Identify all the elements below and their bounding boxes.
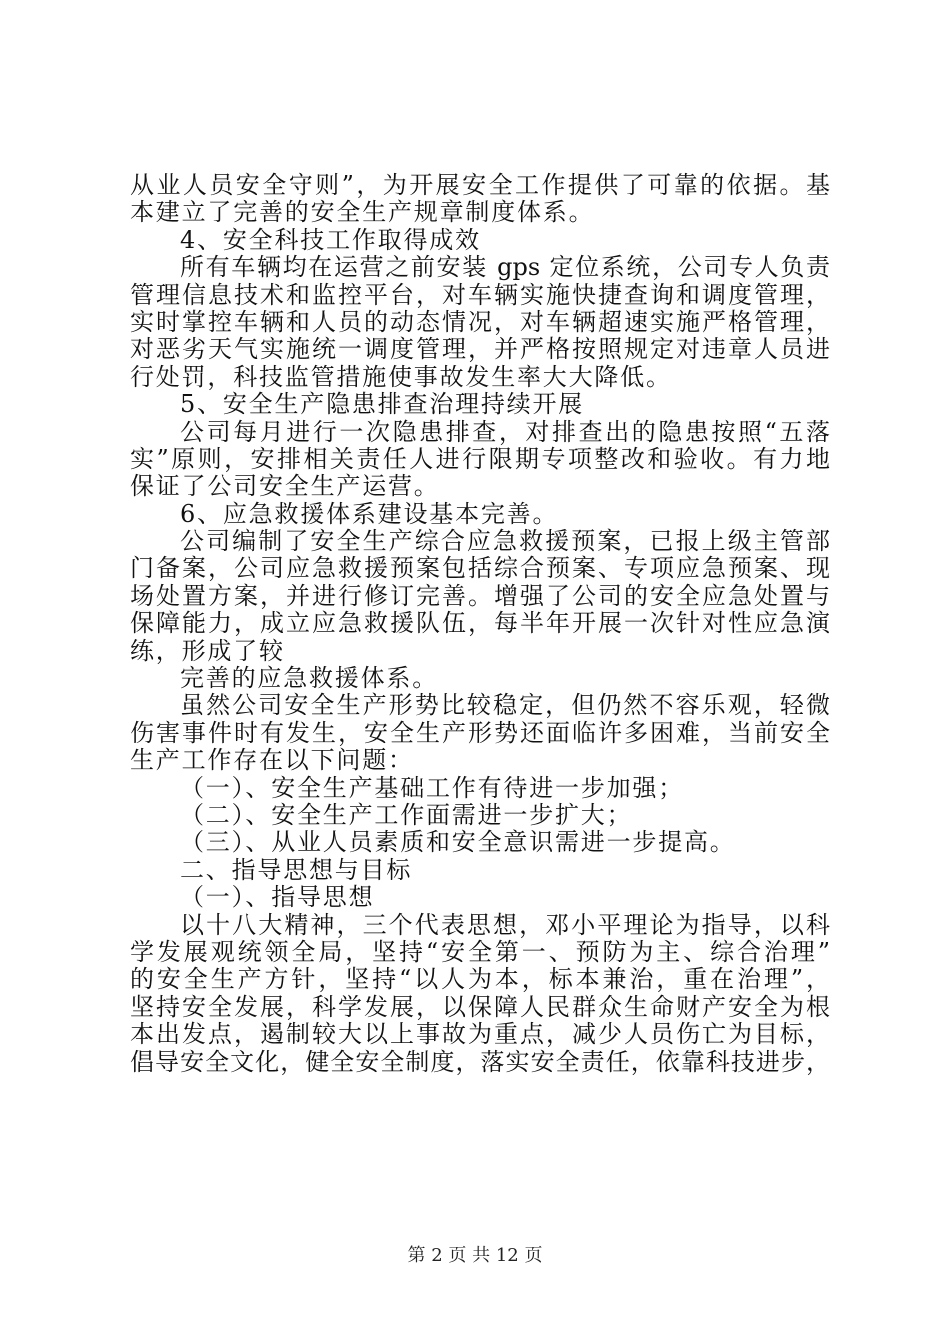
text-line: 伤害事件时有发生，安全生产形势还面临许多困难，当前安全 [130, 718, 830, 747]
text-line: 场处置方案，并进行修订完善。增强了公司的安全应急处置与 [130, 581, 830, 610]
text-line: 实时掌控车辆和人员的动态情况，对车辆超速实施严格管理， [130, 307, 830, 336]
text-line: 练，形成了较 [130, 636, 285, 665]
text-line: 从业人员安全守则”，为开展安全工作提供了可靠的依据。基 [130, 171, 830, 199]
section-heading: （一）、指导思想 [180, 883, 375, 912]
section-heading: 二、指导思想与目标 [180, 855, 413, 884]
list-item: （三）、从业人员素质和安全意识需进一步提高。 [180, 828, 736, 857]
text-line: 完善的应急救援体系。 [180, 664, 438, 693]
text-line: 坚持安全发展，科学发展，以保障人民群众生命财产安全为根 [130, 992, 830, 1021]
text-line: 虽然公司安全生产形势比较稳定，但仍然不容乐观，轻微 [180, 691, 830, 720]
text-line: 的安全生产方针，坚持“以人为本，标本兼治，重在治理”， [130, 965, 830, 994]
text-line: 管理信息技术和监控平台，对车辆实施快捷查询和调度管理， [130, 280, 830, 309]
text-line: 生产工作存在以下问题： [130, 746, 414, 775]
section-heading: 5、安全生产隐患排查治理持续开展 [180, 390, 585, 419]
section-heading: 4、安全科技工作取得成效 [180, 225, 481, 254]
text-line: 公司编制了安全生产综合应急救援预案，已报上级主管部 [180, 527, 830, 556]
document-body [130, 172, 830, 1076]
text-line: 所有车辆均在运营之前安装 gps 定位系统，公司专人负责 [180, 253, 830, 282]
text-line: 对恶劣天气实施统一调度管理，并严格按照规定对违章人员进 [130, 335, 830, 364]
text-line: 行处罚，科技监管措施使事故发生率大大降低。 [130, 362, 672, 391]
section-heading: 6、应急救援体系建设基本完善。 [180, 499, 559, 528]
text-line: 保证了公司安全生产运营。 [130, 472, 440, 501]
text-line: 以十八大精神，三个代表思想，邓小平理论为指导，以科 [180, 910, 830, 939]
text-line: 学发展观统领全局，坚持“安全第一、预防为主、综合治理” [130, 937, 830, 966]
page-number-footer: 第 2 页 共 12 页 [407, 1245, 543, 1266]
text-line: 门备案，公司应急救援预案包括综合预案、专项应急预案、现 [130, 554, 830, 583]
text-line: 本出发点，遏制较大以上事故为重点，减少人员伤亡为目标， [130, 1020, 830, 1049]
list-item: （二）、安全生产工作面需进一步扩大； [180, 800, 633, 829]
text-line: 倡导安全文化，健全安全制度，落实安全责任，依靠科技进步， [130, 1047, 830, 1076]
text-line: 保障能力，成立应急救援队伍，每半年开展一次针对性应急演 [130, 609, 830, 638]
text-line: 公司每月进行一次隐患排查，对排查出的隐患按照“五落 [180, 417, 830, 446]
text-line: 本建立了完善的安全生产规章制度体系。 [130, 198, 595, 227]
list-item: （一）、安全生产基础工作有待进一步加强； [180, 773, 684, 802]
text-line: 实”原则，安排相关责任人进行限期专项整改和验收。有力地 [130, 444, 830, 473]
